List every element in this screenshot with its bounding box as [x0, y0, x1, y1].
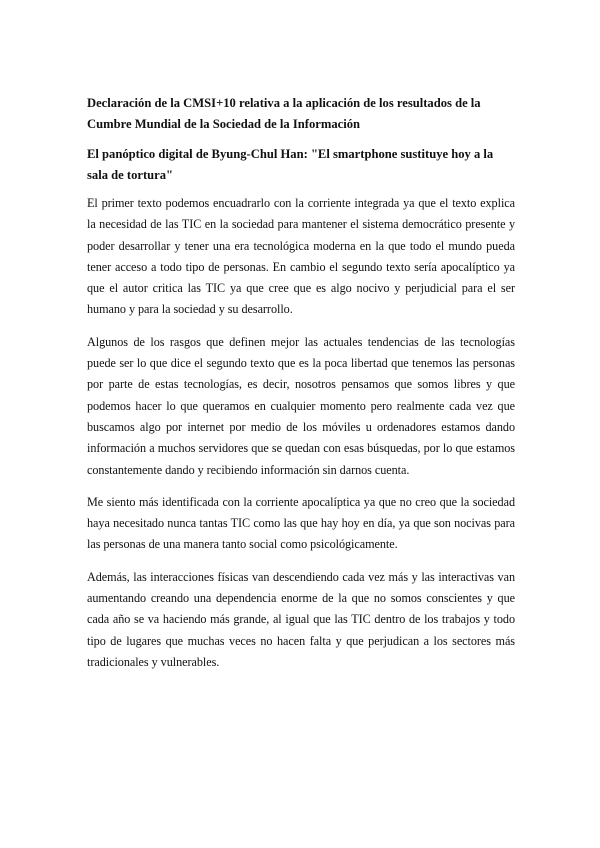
- document-title-panoptico: El panóptico digital de Byung-Chul Han: "El smartphone sustituye hoy a la sala de tortura": [87, 147, 494, 182]
- paragraph-1: El primer texto podemos encuadrarlo con la corriente integrada ya que el texto explica la necesidad de las TIC en la sociedad para mantener el sistema democrático presente y poder desarrollar y tener una era tecnológica moderna en la que todo el mundo pueda tener acceso a todo tipo de personas. En cambio el segundo texto sería apocalíptico ya que el autor critica las TIC ya que cree que es algo nocivo y perjudicial para el ser humano y para la sociedad y su desarrollo.: [87, 196, 515, 317]
- paragraph-2: Algunos de los rasgos que definen mejor las actuales tendencias de las tecnologías puede ser lo que dice el segundo texto que es la poca libertad que tenemos las personas por parte de estas tecnologías, es decir, nosotros pensamos que somos libres y que podemos hacer lo que queramos en cualquier momento pero realmente cada vez que buscamos algo por internet por medio de los móviles u ordenadores estamos dando información a muchos servidores que se quedan con esas búsquedas, por lo que estamos constantemente dando y recibiendo información sin darnos cuenta.: [87, 334, 515, 477]
- document-page: [87, 93, 515, 684]
- paragraph-3: Me siento más identificada con la corriente apocalíptica ya que no creo que la sociedad haya necesitado nunca tantas TIC como las que hay hoy en día, ya que son nocivas para las personas de una manera tanto social como psicológicamente.: [87, 494, 515, 552]
- document-title-cmsi: Declaración de la CMSI+10 relativa a la aplicación de los resultados de la Cumbre Mundial de la Sociedad de la Información: [87, 96, 481, 131]
- paragraph-4: Además, las interacciones físicas van descendiendo cada vez más y las interactivas van aumentando creando una dependencia enorme de la que no somos conscientes y que cada año se va haciendo más grande, al igual que las TIC dentro de los trabajos y todo tipo de lugares que muchas veces no hacen falta y que perjudican a los sectores más tradicionales y vulnerables.: [87, 569, 515, 669]
